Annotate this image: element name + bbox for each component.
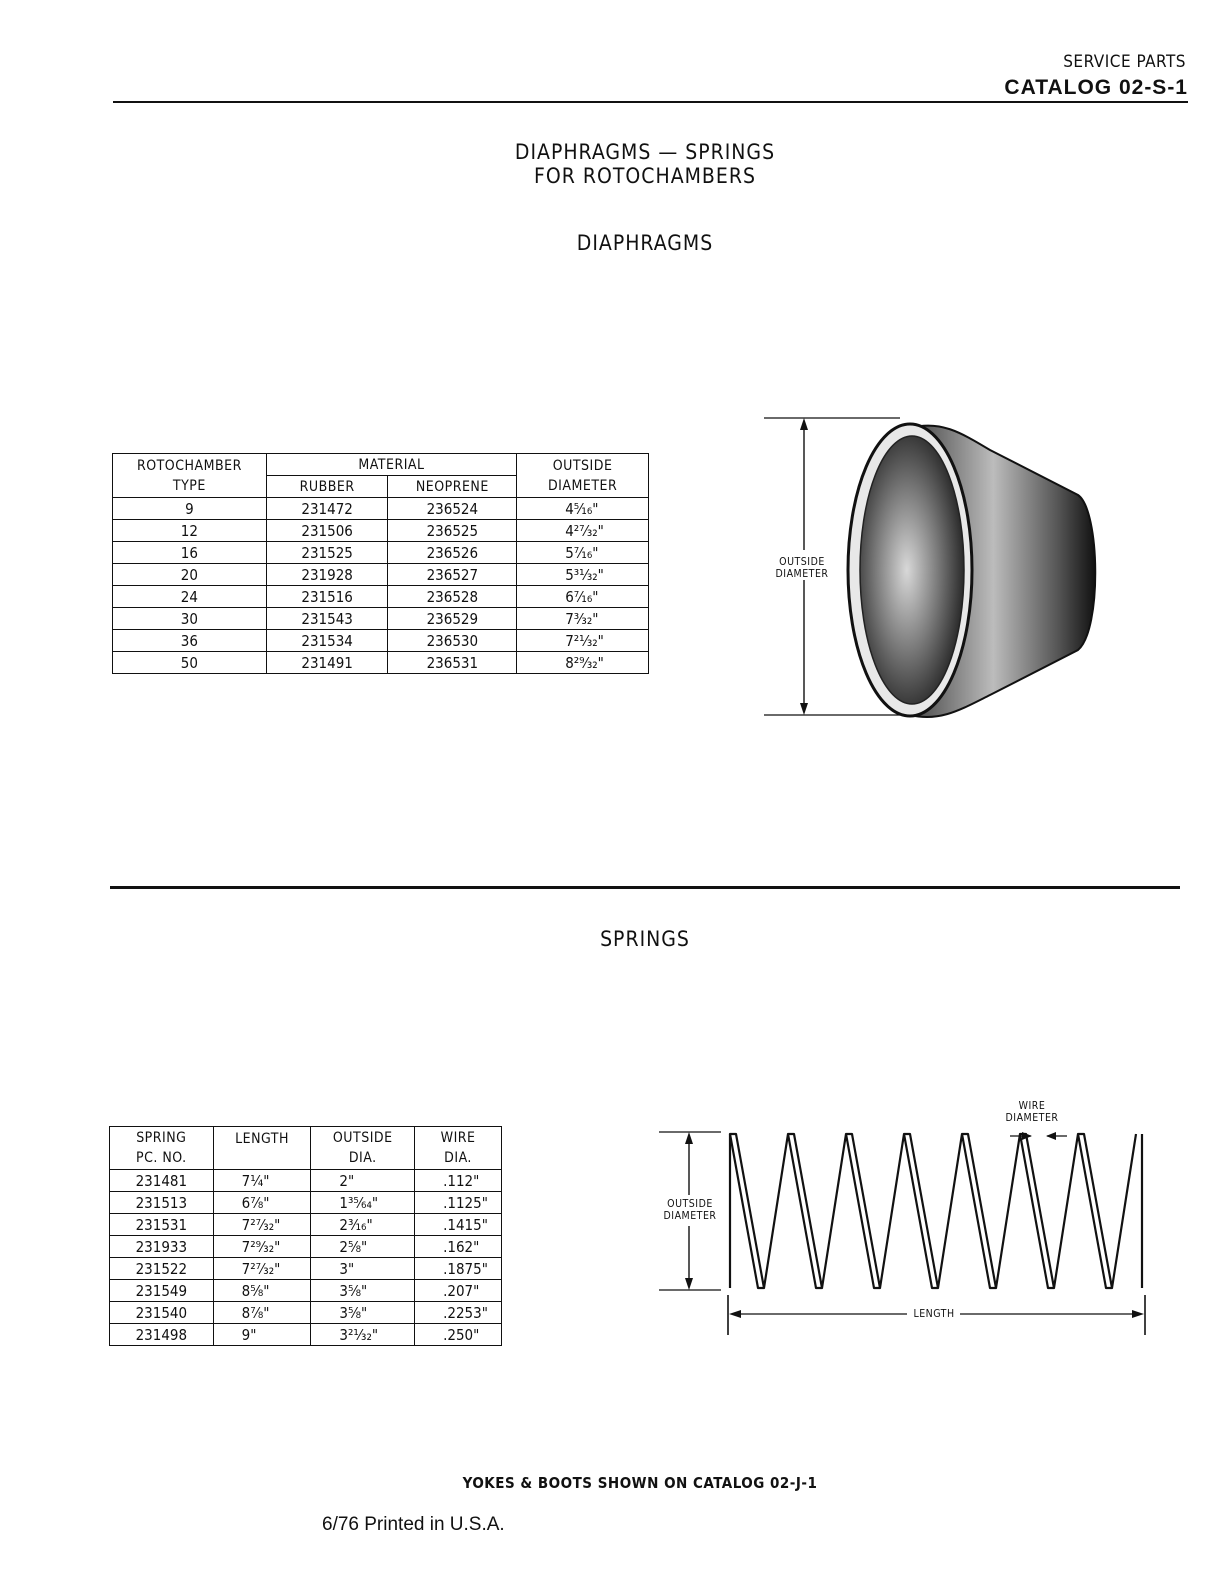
col-header-od: [517, 454, 649, 498]
springs-cell-length: 7²⁹⁄₃₂": [213, 1236, 311, 1258]
diaphragms-cell-rubber: 231506: [266, 520, 388, 542]
springs-cell-pc: 231481: [110, 1170, 214, 1192]
top-divider: [113, 101, 1188, 103]
diaphragms-heading: DIAPHRAGMS: [576, 231, 714, 255]
springs-cell-pc: 231498: [110, 1324, 214, 1346]
diaphragms-cell-neoprene: 236526: [388, 542, 517, 564]
springs-cell-wire: .207": [415, 1280, 502, 1302]
footer-note: YOKES & BOOTS SHOWN ON CATALOG 02-J-1: [462, 1474, 818, 1492]
diaphragms-cell-rubber: 231928: [266, 564, 388, 586]
table-row: [113, 652, 649, 674]
table-row: [110, 1170, 502, 1192]
springs-cell-wire: .1415": [415, 1214, 502, 1236]
diaphragms-cell-neoprene: 236529: [388, 608, 517, 630]
spring-od-label: [660, 1198, 720, 1222]
springs-cell-length: 8⁷⁄₈": [213, 1302, 311, 1324]
diaphragms-cell-od: 7³⁄₃₂": [517, 608, 649, 630]
diaphragms-cell-neoprene: 236525: [388, 520, 517, 542]
springs-cell-length: 7²⁷⁄₃₂": [213, 1258, 311, 1280]
col-header-type: [113, 454, 267, 498]
page-title-line1: DIAPHRAGMS — SPRINGS: [514, 140, 776, 164]
springs-cell-od: 3²¹⁄₃₂": [311, 1324, 415, 1346]
diaphragms-cell-rubber: 231516: [266, 586, 388, 608]
page-title-line2: FOR ROTOCHAMBERS: [534, 164, 756, 188]
diaphragms-cell-type: 16: [113, 542, 267, 564]
section-divider: [110, 886, 1180, 889]
springs-cell-length: 8⁵⁄₈": [213, 1280, 311, 1302]
footer-printed: 6/76 Printed in U.S.A.: [322, 1514, 505, 1535]
spring-illustration: [655, 1120, 1155, 1345]
springs-cell-pc: 231531: [110, 1214, 214, 1236]
col-header-spring-od-label: OUTSIDE DIA.: [332, 1130, 393, 1166]
springs-cell-od: 3⁵⁄₈": [311, 1280, 415, 1302]
springs-cell-od: 2³⁄₁₆": [311, 1214, 415, 1236]
col-header-pc-label: SPRING PC. NO.: [135, 1130, 187, 1166]
springs-cell-od: 3⁵⁄₈": [311, 1302, 415, 1324]
table-row: [110, 1302, 502, 1324]
col-header-type-label: ROTOCHAMBER TYPE: [136, 457, 242, 494]
diaphragms-cell-neoprene: 236531: [388, 652, 517, 674]
diaphragms-cell-rubber: 231472: [266, 498, 388, 520]
springs-cell-pc: 231540: [110, 1302, 214, 1324]
diaphragms-cell-type: 12: [113, 520, 267, 542]
springs-cell-od: 3": [311, 1258, 415, 1280]
diaphragms-cell-od: 8²⁹⁄₃₂": [517, 652, 649, 674]
table-row: [113, 542, 649, 564]
table-row: [110, 1236, 502, 1258]
spring-coil: [730, 1134, 1136, 1288]
diaphragms-cell-od: 6⁷⁄₁₆": [517, 586, 649, 608]
springs-cell-od: 2": [311, 1170, 415, 1192]
col-header-rubber: RUBBER: [266, 476, 388, 498]
table-row: [110, 1214, 502, 1236]
table-row: [113, 608, 649, 630]
springs-cell-pc: 231549: [110, 1280, 214, 1302]
spring-wire-label-text: WIRE DIAMETER: [1005, 1100, 1059, 1124]
springs-cell-wire: .1125": [415, 1192, 502, 1214]
table-row: [110, 1192, 502, 1214]
springs-cell-length: 9": [213, 1324, 311, 1346]
header-service-parts: SERVICE PARTS: [1063, 52, 1186, 72]
table-row: [113, 630, 649, 652]
diaphragms-cell-neoprene: 236530: [388, 630, 517, 652]
col-header-spring-od: [311, 1127, 415, 1170]
table-row: [110, 1324, 502, 1346]
diaphragms-cell-rubber: 231534: [266, 630, 388, 652]
diaphragms-cell-type: 30: [113, 608, 267, 630]
springs-cell-length: 7²⁷⁄₃₂": [213, 1214, 311, 1236]
table-row: [113, 586, 649, 608]
springs-cell-wire: .1875": [415, 1258, 502, 1280]
springs-cell-length: 6⁷⁄₈": [213, 1192, 311, 1214]
diaphragms-cell-od: 5³¹⁄₃₂": [517, 564, 649, 586]
diaphragms-cell-rubber: 231525: [266, 542, 388, 564]
diaphragms-cell-od: 5⁷⁄₁₆": [517, 542, 649, 564]
diaphragms-cell-type: 50: [113, 652, 267, 674]
diaphragms-cell-rubber: 231543: [266, 608, 388, 630]
col-header-wire-label: WIRE DIA.: [440, 1130, 476, 1166]
table-row: [110, 1280, 502, 1302]
diaphragm-od-label: [772, 556, 832, 580]
springs-cell-wire: .112": [415, 1170, 502, 1192]
springs-cell-length: 7¹⁄₄": [213, 1170, 311, 1192]
table-row: [110, 1258, 502, 1280]
spring-wire-label: [1000, 1100, 1064, 1124]
table-row: [113, 564, 649, 586]
table-row: [113, 520, 649, 542]
diaphragms-cell-neoprene: 236528: [388, 586, 517, 608]
diaphragms-cell-type: 36: [113, 630, 267, 652]
springs-heading: SPRINGS: [600, 927, 690, 951]
col-header-neoprene: NEOPRENE: [388, 476, 517, 498]
col-header-wire: [415, 1127, 502, 1170]
diaphragms-table: [112, 453, 649, 674]
col-header-od-label: OUTSIDE DIAMETER: [547, 457, 618, 494]
spring-length-label: LENGTH: [913, 1308, 955, 1320]
diaphragm-od-label-text: OUTSIDE DIAMETER: [775, 556, 829, 580]
diaphragms-cell-type: 20: [113, 564, 267, 586]
springs-cell-wire: .2253": [415, 1302, 502, 1324]
col-header-material: MATERIAL: [266, 454, 516, 476]
springs-cell-pc: 231933: [110, 1236, 214, 1258]
diaphragms-cell-type: 24: [113, 586, 267, 608]
springs-table: [109, 1126, 502, 1346]
diaphragms-cell-type: 9: [113, 498, 267, 520]
header-catalog-number: CATALOG 02-S-1: [1004, 76, 1188, 99]
springs-cell-wire: .250": [415, 1324, 502, 1346]
diaphragms-cell-neoprene: 236524: [388, 498, 517, 520]
diaphragms-cell-neoprene: 236527: [388, 564, 517, 586]
springs-cell-pc: 231522: [110, 1258, 214, 1280]
springs-cell-od: 2⁵⁄₈": [311, 1236, 415, 1258]
spring-od-label-text: OUTSIDE DIAMETER: [663, 1198, 717, 1222]
springs-cell-pc: 231513: [110, 1192, 214, 1214]
diaphragms-cell-rubber: 231491: [266, 652, 388, 674]
diaphragms-cell-od: 4⁵⁄₁₆": [517, 498, 649, 520]
col-header-pc: [110, 1127, 214, 1170]
diaphragms-cell-od: 4²⁷⁄₃₂": [517, 520, 649, 542]
springs-cell-wire: .162": [415, 1236, 502, 1258]
diaphragms-cell-od: 7²¹⁄₃₂": [517, 630, 649, 652]
col-header-length: LENGTH: [213, 1127, 311, 1170]
springs-cell-od: 1³⁵⁄₆₄": [311, 1192, 415, 1214]
table-row: [113, 498, 649, 520]
